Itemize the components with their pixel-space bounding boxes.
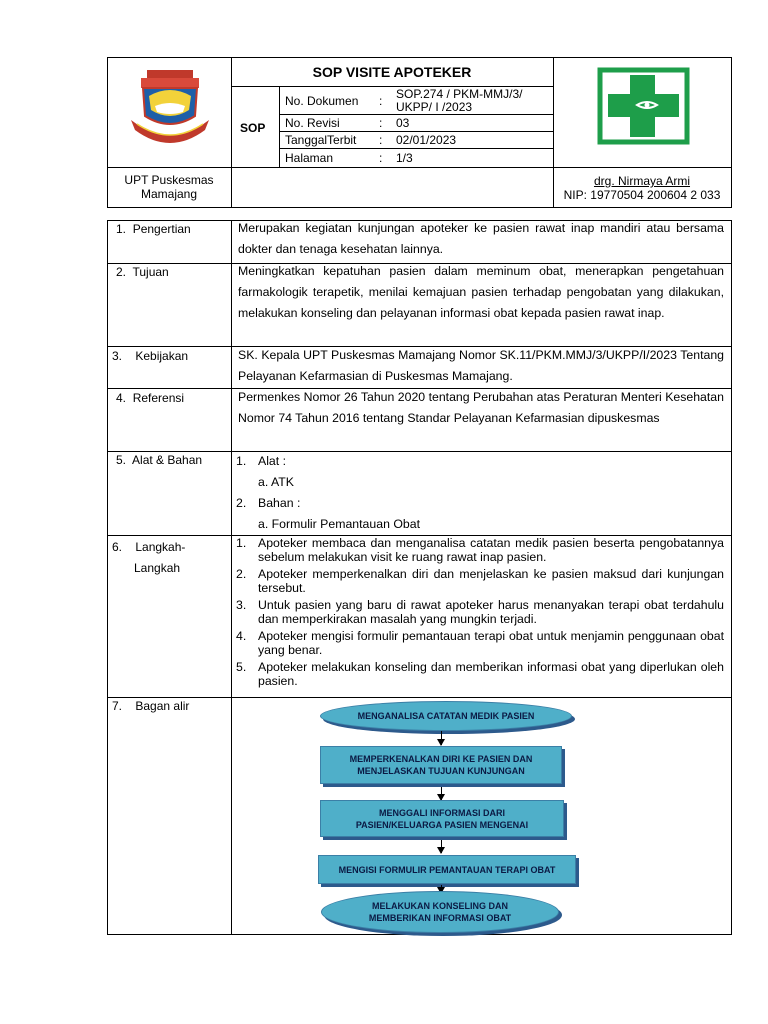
city-emblem-icon: [125, 66, 215, 148]
flow-step-5: MELAKUKAN KONSELING DAN MEMBERIKAN INFORMASI OBAT: [321, 891, 559, 933]
field-label-tanggal-terbit: TanggalTerbit: [285, 133, 357, 147]
field-sep: :: [379, 151, 383, 165]
langkah-list: [236, 537, 724, 692]
flow-step-4: MENGISI FORMULIR PEMANTAUAN TERAPI OBAT: [318, 855, 576, 884]
tujuan-text: Meningkatkan kepatuhan pasien dalam meminum obat, menerapkan pengetahuan farmakologik terapetik, menilai kemajuan pasien terhadap pengobatan yang dilakukan, melakukan konseling dan pelayanan informasi obat kepada pasien rawat inap.: [238, 264, 724, 320]
field-value-tanggal-terbit: 02/01/2023: [396, 133, 457, 147]
section-label-langkah: 6. Langkah- Langkah: [112, 540, 186, 575]
puskesmas-cross-icon: [597, 67, 690, 145]
flow-arrow: [441, 840, 442, 853]
signer-name: drg. Nirmaya Armi: [593, 174, 691, 188]
bahan-item-sub: a. Formulir Pemantauan Obat: [258, 517, 420, 531]
pengertian-text: Merupakan kegiatan kunjungan apoteker ke pasien rawat inap mandiri atau bersama dokter dan tenaga kesehatan lainnya.: [238, 221, 724, 256]
flow-step-1: MENGANALISA CATATAN MEDIK PASIEN: [320, 701, 572, 731]
section-label-referensi: 4. Referensi: [116, 391, 185, 405]
section-label-pengertian: 1. Pengertian: [116, 222, 191, 236]
list-item: 3. Untuk pasien yang baru di rawat apoteker harus menanyakan terapi obat terdahulu dan memperkirakan masalah yang mungkin terjadi.: [236, 598, 724, 626]
field-label-no-dokumen: No. Dokumen: [285, 94, 359, 108]
section-label-alat-bahan: 5. Alat & Bahan: [116, 453, 203, 467]
alat-item-sub: a. ATK: [258, 475, 294, 489]
flow-arrow: [441, 731, 442, 745]
list-item: 4. Apoteker mengisi formulir pemantauan terapi obat untuk menjamin penggunaan obat yang benar.: [236, 629, 724, 657]
flow-arrow: [441, 787, 442, 800]
org-name: UPT Puskesmas Mamajang: [124, 173, 214, 201]
sop-label: SOP: [240, 121, 266, 135]
field-label-halaman: Halaman: [285, 151, 334, 165]
field-value-no-revisi: 03: [396, 116, 410, 130]
field-value-halaman: 1/3: [396, 151, 413, 165]
page-title: SOP VISITE APOTEKER: [312, 64, 472, 80]
field-sep: :: [379, 94, 383, 108]
list-item: 1. Apoteker membaca dan menganalisa catatan medik pasien beserta pengobatannya sebelum melakukan visit ke ruang rawat inap pasien.: [236, 536, 724, 564]
list-item: 5. Apoteker melakukan konseling dan memberikan informasi obat yang diperlukan oleh pasien.: [236, 660, 724, 688]
field-value-no-dokumen: SOP.274 / PKM-MMJ/3/ UKPP/ I /2023: [396, 87, 523, 114]
list-item: 2. Apoteker memperkenalkan diri dan menjelaskan ke pasien maksud dari kunjungan tersebut.: [236, 567, 724, 595]
bahan-item-num: 2.: [236, 496, 247, 510]
kebijakan-text: SK. Kepala UPT Puskesmas Mamajang Nomor SK.11/PKM.MMJ/3/UKPP/I/2023 Tentang Pelayanan Kefarmasian di Puskesmas Mamajang.: [238, 348, 724, 383]
signer-nip: NIP: 19770504 200604 2 033: [563, 188, 721, 202]
alat-item-text: Alat :: [258, 454, 287, 468]
field-label-no-revisi: No. Revisi: [285, 116, 340, 130]
field-sep: :: [379, 133, 383, 147]
bahan-item-text: Bahan :: [258, 496, 301, 510]
field-sep: :: [379, 116, 383, 130]
section-label-bagan: 7. Bagan alir: [112, 699, 190, 713]
flow-step-2: MEMPERKENALKAN DIRI KE PASIEN DAN MENJELASKAN TUJUAN KUNJUNGAN: [320, 746, 562, 784]
flow-step-3: MENGGALI INFORMASI DARI PASIEN/KELUARGA PASIEN MENGENAI: [320, 800, 564, 837]
section-label-tujuan: 2. Tujuan: [116, 265, 169, 279]
alat-item-num: 1.: [236, 454, 247, 468]
section-label-kebijakan: 3. Kebijakan: [112, 349, 189, 363]
referensi-text: Permenkes Nomor 26 Tahun 2020 tentang Perubahan atas Peraturan Menteri Kesehatan Nomor 74 Tahun 2016 tentang Standar Pelayanan Kefarmasian dipuskesmas: [238, 390, 724, 425]
